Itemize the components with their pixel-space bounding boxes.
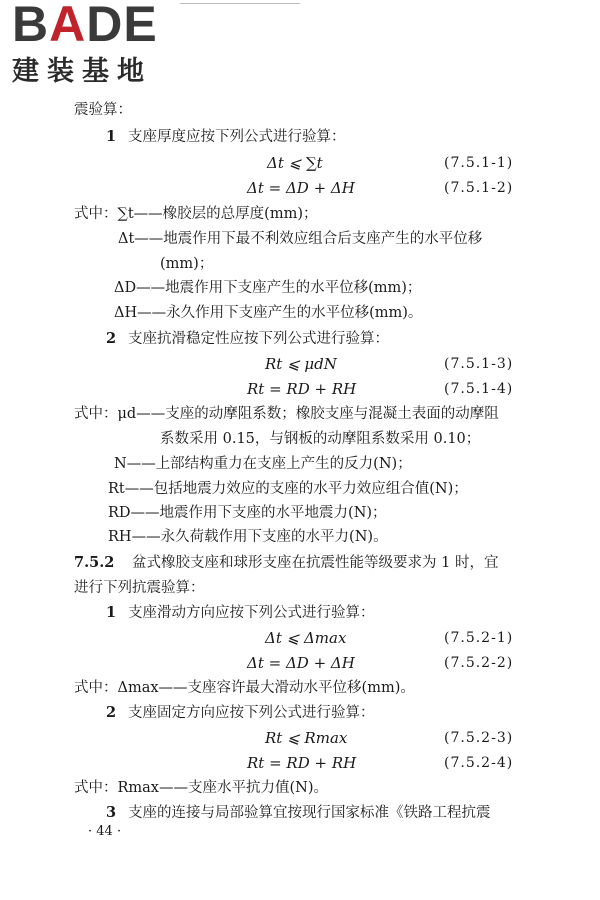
text-line: (mm)； <box>160 256 214 272</box>
text-line: Δt——地震作用下最不利效应组合后支座产生的水平位移 <box>118 231 483 247</box>
formula-number: (7.5.1-4) <box>444 381 514 397</box>
formula: Rt = RD + RH <box>247 754 357 772</box>
clause-number: 7.5.2 <box>74 554 115 571</box>
formula-number: (7.5.2-2) <box>444 655 514 671</box>
text-line: 进行下列抗震验算： <box>74 580 205 596</box>
logo-cn-text: 建装基地 <box>12 56 152 87</box>
text-line: ΔD——地震作用下支座产生的水平位移(mm)； <box>114 280 422 296</box>
formula: Rt = RD + RH <box>247 380 357 398</box>
text-line: 式中：∑t——橡胶层的总厚度(mm)； <box>74 206 318 222</box>
text-line: 式中：Rmax——支座水平抗力值(N)。 <box>74 780 328 796</box>
page-number: · 44 · <box>88 824 122 839</box>
text-line: 支座滑动方向应按下列公式进行验算： <box>128 605 375 621</box>
text-line: Rt——包括地震力效应的支座的水平力效应组合值(N)； <box>108 481 468 497</box>
item-number: 1 <box>106 604 117 621</box>
item-number: 2 <box>106 704 117 721</box>
text-line: 支座的连接与局部验算宜按现行国家标准《铁路工程抗震 <box>128 805 491 821</box>
text-line: 支座抗滑稳定性应按下列公式进行验算： <box>128 331 389 347</box>
text-line: 支座固定方向应按下列公式进行验算： <box>128 705 375 721</box>
text-line: 支座厚度应按下列公式进行验算： <box>128 129 346 145</box>
text-line: 盆式橡胶支座和球形支座在抗震性能等级要求为 1 时，宜 <box>132 555 499 571</box>
text-line: ΔH——永久作用下支座产生的水平位移(mm)。 <box>114 305 423 321</box>
formula: Δt ⩽ Δmax <box>265 629 347 647</box>
formula: Δt = ΔD + ΔH <box>247 179 355 197</box>
formula-number: (7.5.1-3) <box>444 356 514 372</box>
bade-logo <box>8 0 178 92</box>
formula-number: (7.5.2-1) <box>444 630 514 646</box>
item-number: 1 <box>106 128 117 145</box>
top-rule <box>180 3 300 4</box>
formula-number: (7.5.1-2) <box>444 180 514 196</box>
item-number: 3 <box>106 804 117 821</box>
formula: Rt ⩽ Rmax <box>265 729 348 747</box>
text-line: RD——地震作用下支座的水平地震力(N)； <box>108 505 387 521</box>
text-line: 震验算： <box>74 102 132 118</box>
text-line: RH——永久荷载作用下支座的水平力(N)。 <box>108 529 388 545</box>
item-number: 2 <box>106 330 117 347</box>
text-line: 式中：μd——支座的动摩阻系数；橡胶支座与混凝土表面的动摩阻 <box>74 406 499 422</box>
formula-number: (7.5.2-3) <box>444 730 514 746</box>
text-line: 式中：Δmax——支座容许最大滑动水平位移(mm)。 <box>74 680 415 696</box>
logo-brand: BADE <box>12 0 158 52</box>
text-line: N——上部结构重力在支座上产生的反力(N)； <box>114 456 412 472</box>
formula: Δt ⩽ ∑t <box>267 154 323 172</box>
formula-number: (7.5.2-4) <box>444 755 514 771</box>
text-line: 系数采用 0.15，与钢板的动摩阻系数采用 0.10； <box>160 431 481 447</box>
formula: Rt ⩽ μdN <box>265 355 337 373</box>
formula: Δt = ΔD + ΔH <box>247 654 355 672</box>
formula-number: (7.5.1-1) <box>444 155 514 171</box>
